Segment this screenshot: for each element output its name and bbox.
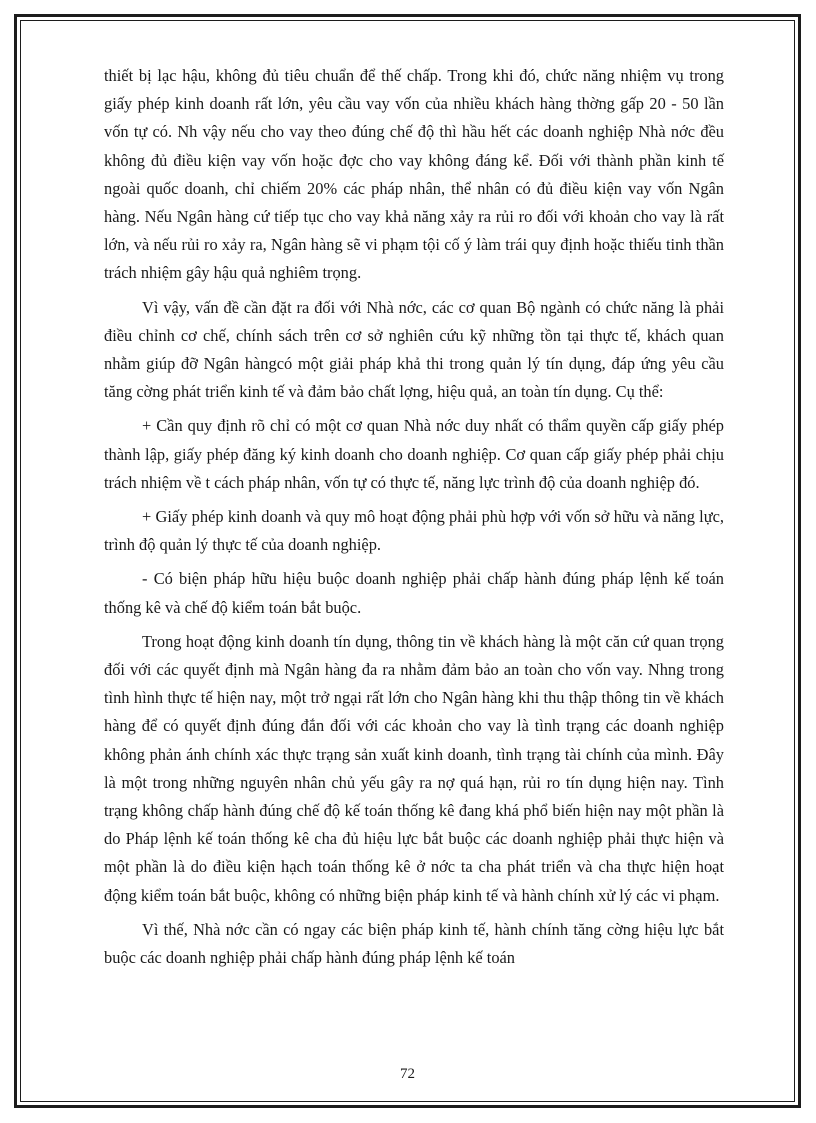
paragraph-3: + Cần quy định rõ chỉ có một cơ quan Nhà nớc duy nhất có thẩm quyền cấp giấy phép thành lập, giấy phép đăng ký kinh doanh cho doanh nghiệp. Cơ quan cấp giấy phép phải chịu trách nhiệm về t cách pháp nhân, vốn tự có thực tế, năng lực trình độ của doanh nghiệp đó. <box>104 416 724 492</box>
paragraph-6: Trong hoạt động kinh doanh tín dụng, thông tin về khách hàng là một căn cứ quan trọng đối với các quyết định mà Ngân hàng đa ra nhằm đảm bảo an toàn cho vốn vay. Nhng trong tình hình thực tế hiện nay, một trở ngại rất lớn cho Ngân hàng khi thu thập thông tin về khách hàng để có quyết định đúng đắn đối với các khoản cho vay là tình trạng các doanh nghiệp không phản ánh chính xác thực trạng sản xuất kinh doanh, tình trạng tài chính của mình. Đây là một trong những nguyên nhân chủ yếu gây ra nợ quá hạn, rủi ro tín dụng hiện nay. Tình trạng không chấp hành đúng chế độ kế toán thống kê đang khá phổ biến hiện nay một phần là do Pháp lệnh kế toán thống kê cha đủ hiệu lực bắt buộc các doanh nghiệp phải thực hiện và một phần là do điều kiện hạch toán thống kê ở nớc ta cha phát triển và cha thực hiện hoạt động kiểm toán bắt buộc, không có những biện pháp kinh tế và hành chính xử lý các vi phạm. <box>104 631 724 905</box>
paragraph-5: - Có biện pháp hữu hiệu buộc doanh nghiệp phải chấp hành đúng pháp lệnh kế toán thống kê và chế độ kiểm toán bắt buộc. <box>104 569 724 617</box>
paragraph-2: Vì vậy, vấn đề cần đặt ra đối với Nhà nớc, các cơ quan Bộ ngành có chức năng là phải điều chỉnh cơ chế, chính sách trên cơ sở nghiên cứu kỹ những tồn tại thực tế, khách quan nhằm giúp đỡ Ngân hàngcó một giải pháp khả thi trong quản lý tín dụng, đáp ứng yêu cầu tăng cờng phát triển kinh tế và đảm bảo chất lợng, hiệu quả, an toàn tín dụng. Cụ thể: <box>104 297 724 402</box>
paragraph-7: Vì thế, Nhà nớc cần có ngay các biện pháp kinh tế, hành chính tăng cờng hiệu lực bắt buộc các doanh nghiệp phải chấp hành đúng pháp lệnh kế toán <box>104 919 724 968</box>
paragraph-1: thiết bị lạc hậu, không đủ tiêu chuẩn để thế chấp. Trong khi đó, chức năng nhiệm vụ trong giấy phép kinh doanh rất lớn, yêu cầu vay vốn của nhiều khách hàng thờng gấp 20 - 50 lần vốn tự có. Nh vậy nếu cho vay theo đúng chế độ thì hầu hết các doanh nghiệp Nhà nớc đều không đủ điều kiện vay vốn hoặc đợc cho vay không đáng kể. Đối với thành phần kinh tế ngoài quốc doanh, chỉ chiếm 20% các pháp nhân, thể nhân có đủ điều kiện vay vốn Ngân hàng. Nếu Ngân hàng cứ tiếp tục cho vay khả năng xảy ra rủi ro đối với khoản cho vay là rất lớn, và nếu rủi ro xảy ra, Ngân hàng sẽ vi phạm tội cố ý làm trái quy định hoặc thiếu tinh thần trách nhiệm gây hậu quả nghiêm trọng. <box>104 66 724 283</box>
page-number: 72 <box>400 1066 415 1082</box>
paragraph-4: + Giấy phép kinh doanh và quy mô hoạt động phải phù hợp với vốn sở hữu và năng lực, trình độ quản lý thực tế của doanh nghiệp. <box>104 507 724 555</box>
body-text <box>104 62 724 978</box>
document-page <box>14 14 801 1108</box>
